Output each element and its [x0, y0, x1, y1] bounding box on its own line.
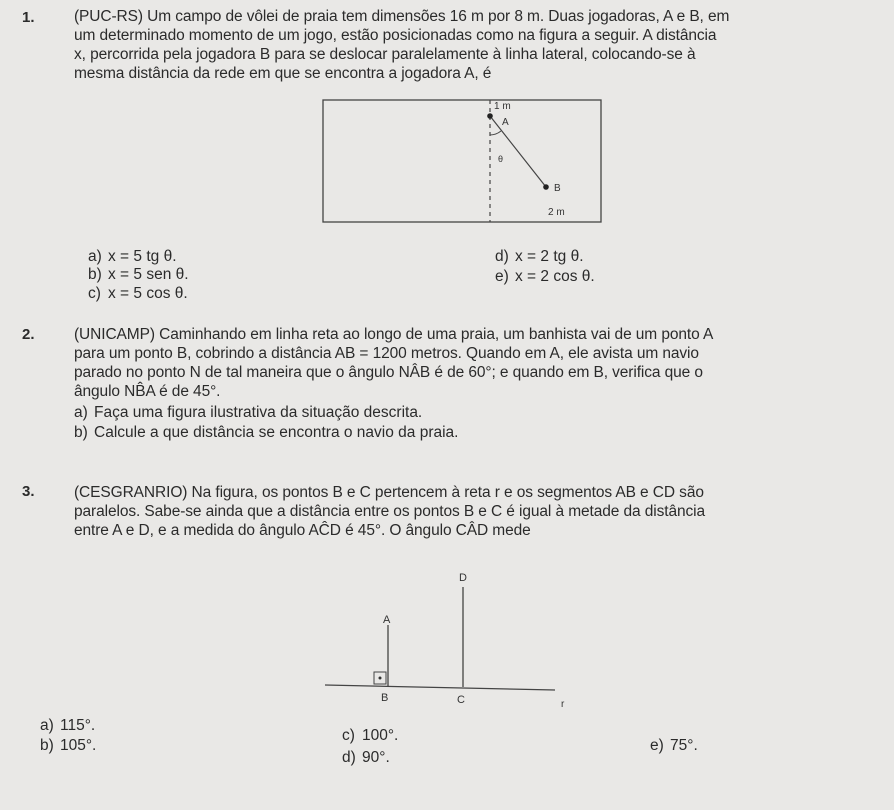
item-letter: a)	[74, 404, 88, 421]
right-angle-dot	[379, 677, 382, 680]
item-letter: b)	[74, 424, 88, 441]
point-d-label: D	[459, 572, 467, 584]
option-text: x = 5 sen θ.	[108, 266, 189, 283]
question-2-text	[74, 325, 713, 401]
option-letter: e)	[650, 737, 664, 754]
theta-label: θ	[498, 154, 504, 164]
question-1-text	[74, 7, 729, 83]
question-2-line: para um ponto B, cobrindo a distância AB = 1200 metros. Quando em A, ele avista um navio	[74, 345, 699, 362]
question-1-number: 1.	[22, 9, 35, 26]
option-letter: b)	[40, 737, 54, 754]
segment-ab	[490, 116, 546, 187]
option-letter: c)	[88, 285, 101, 302]
q1-option-e	[495, 268, 595, 286]
question-1-line: x, percorrida pela jogadora B para se deslocar paralelamente à linha lateral, colocando-se à	[74, 46, 696, 63]
question-3-number: 3.	[22, 483, 35, 500]
point-a-label: A	[383, 614, 391, 626]
question-1-line: mesma distância da rede em que se encontra a jogadora A, é	[74, 65, 492, 82]
option-text: 90°.	[362, 749, 390, 766]
line-r-label: r	[561, 699, 565, 710]
option-text: 100°.	[362, 727, 399, 744]
item-text: Faça uma figura ilustrativa da situação descrita.	[94, 404, 423, 421]
line-r	[325, 685, 555, 690]
question-3-line: (CESGRANRIO) Na figura, os pontos B e C pertencem à reta r e os segmentos AB e CD são	[74, 484, 704, 501]
question-3-line: paralelos. Sabe-se ainda que a distância entre os pontos B e C é igual à metade da distância	[74, 503, 706, 520]
volleyball-court-figure	[318, 95, 608, 230]
question-3-text	[74, 483, 705, 540]
q3-option-c	[342, 727, 398, 745]
question-1-line: (PUC-RS) Um campo de vôlei de praia tem dimensões 16 m por 8 m. Duas jogadoras, A e B, em	[74, 8, 730, 25]
top-distance-label: 1 m	[494, 101, 511, 112]
q1-option-d	[495, 248, 584, 266]
item-text: Calcule a que distância se encontra o navio da praia.	[94, 424, 459, 441]
q3-option-d	[342, 749, 390, 767]
q1-option-c	[88, 285, 188, 303]
option-text: x = 2 tg θ.	[515, 248, 584, 265]
point-a-dot	[487, 113, 493, 119]
q1-option-a	[88, 248, 177, 266]
option-text: x = 5 tg θ.	[108, 248, 177, 265]
question-2-number: 2.	[22, 326, 35, 343]
q3-option-a	[40, 717, 95, 735]
option-text: x = 2 cos θ.	[515, 268, 595, 285]
question-2-line: ângulo NB̂A é de 45°.	[74, 383, 221, 400]
option-letter: e)	[495, 268, 509, 285]
bottom-distance-label: 2 m	[548, 207, 565, 218]
option-text: 105°.	[60, 737, 97, 754]
point-c-label: C	[457, 694, 465, 706]
option-letter: d)	[342, 749, 356, 766]
geometry-figure	[325, 565, 570, 710]
option-text: 115°.	[60, 717, 96, 734]
court-outline	[323, 100, 601, 222]
point-b-label: B	[381, 692, 389, 704]
point-b-label: B	[554, 183, 561, 194]
option-letter: a)	[40, 717, 54, 734]
q3-option-e	[650, 737, 698, 755]
q2-item-a	[74, 404, 422, 422]
question-3-line: entre A e D, e a medida do ângulo AĈD é 45°. O ângulo CÂD mede	[74, 522, 531, 539]
question-2-line: parado no ponto N de tal maneira que o ângulo NÂB é de 60°; e quando em B, verifica que o	[74, 364, 703, 381]
question-2-line: (UNICAMP) Caminhando em linha reta ao longo de uma praia, um banhista vai de um ponto A	[74, 326, 714, 343]
point-a-label: A	[502, 117, 509, 128]
option-text: 75°.	[670, 737, 698, 754]
point-b-dot	[543, 184, 549, 190]
q1-option-b	[88, 266, 189, 284]
option-letter: c)	[342, 727, 355, 744]
option-letter: a)	[88, 248, 102, 265]
option-letter: b)	[88, 266, 102, 283]
q2-item-b	[74, 424, 459, 442]
theta-arc	[490, 131, 501, 135]
q3-option-b	[40, 737, 96, 755]
option-letter: d)	[495, 248, 509, 265]
question-1-line: um determinado momento de um jogo, estão posicionadas como na figura a seguir. A distância	[74, 27, 717, 44]
option-text: x = 5 cos θ.	[108, 285, 188, 302]
